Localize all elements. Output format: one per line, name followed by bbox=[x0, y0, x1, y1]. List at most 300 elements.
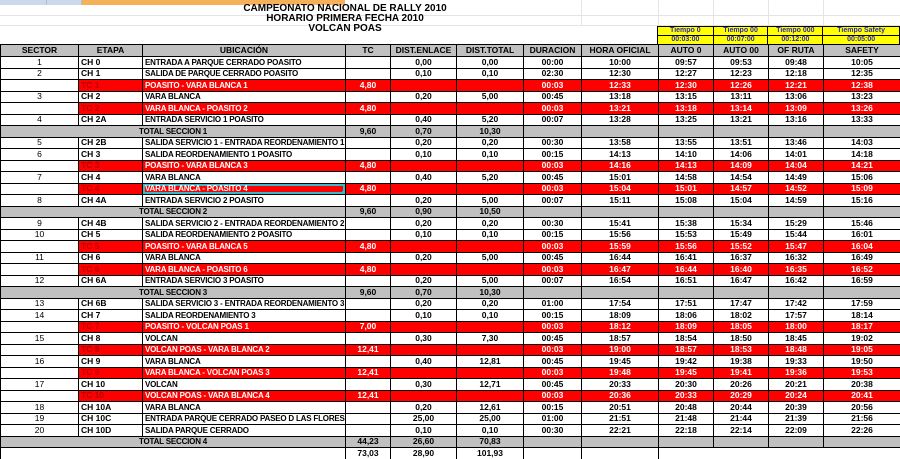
table-cell[interactable]: 15:01 bbox=[659, 183, 714, 195]
table-cell[interactable] bbox=[391, 183, 457, 195]
table-cell[interactable]: 00:03 bbox=[524, 264, 582, 276]
table-cell[interactable]: CH 6A bbox=[79, 275, 143, 287]
section-total-value[interactable]: 28,90 bbox=[391, 448, 457, 459]
table-cell[interactable] bbox=[769, 436, 824, 448]
table-cell[interactable] bbox=[457, 183, 524, 195]
table-cell[interactable]: TC 9 bbox=[79, 367, 143, 379]
table-cell[interactable]: 00:45 bbox=[524, 252, 582, 264]
section-total-label[interactable]: TOTAL SECCION 1 bbox=[1, 126, 346, 138]
table-cell[interactable]: 15 bbox=[1, 333, 79, 345]
table-cell[interactable]: 19:41 bbox=[714, 367, 769, 379]
sheet-title-line1[interactable]: CAMPEONATO NACIONAL DE RALLY 2010 bbox=[243, 3, 447, 14]
table-cell[interactable]: CH 3 bbox=[79, 149, 143, 161]
table-cell[interactable]: 15:16 bbox=[824, 195, 900, 207]
table-cell[interactable]: 14:52 bbox=[769, 183, 824, 195]
section-total-value[interactable]: 10,30 bbox=[457, 287, 524, 299]
table-cell[interactable]: 18:14 bbox=[824, 310, 900, 322]
table-cell[interactable]: 00:03 bbox=[524, 241, 582, 253]
table-cell[interactable]: 19:50 bbox=[824, 356, 900, 368]
column-header-safety[interactable]: SAFETY bbox=[824, 45, 900, 57]
table-cell[interactable]: 15:47 bbox=[769, 241, 824, 253]
table-cell[interactable]: 14:54 bbox=[714, 172, 769, 184]
table-cell[interactable]: 0,10 bbox=[391, 229, 457, 241]
table-cell[interactable] bbox=[457, 103, 524, 115]
table-cell[interactable]: 19:00 bbox=[582, 344, 659, 356]
table-cell[interactable]: VARA BLANCA - VOLCAN POAS 3 bbox=[143, 367, 346, 379]
table-cell[interactable]: 16:52 bbox=[824, 264, 900, 276]
table-cell[interactable]: TC 7 bbox=[79, 321, 143, 333]
table-cell[interactable]: 0,10 bbox=[391, 425, 457, 437]
section-total-label[interactable]: TOTAL SECCION 3 bbox=[1, 287, 346, 299]
table-cell[interactable]: 18:05 bbox=[714, 321, 769, 333]
table-cell[interactable]: SALIDA REORDENAMIENTO 1 POASITO bbox=[143, 149, 346, 161]
table-cell[interactable] bbox=[391, 103, 457, 115]
table-cell[interactable]: 15:06 bbox=[824, 172, 900, 184]
table-cell[interactable]: CH 2 bbox=[79, 91, 143, 103]
table-cell[interactable] bbox=[824, 287, 900, 299]
table-cell[interactable]: 14:09 bbox=[714, 160, 769, 172]
table-cell[interactable]: 14:01 bbox=[769, 149, 824, 161]
table-cell[interactable]: 14:49 bbox=[769, 172, 824, 184]
table-cell[interactable] bbox=[582, 206, 659, 218]
table-cell[interactable]: 0,40 bbox=[391, 114, 457, 126]
table-cell[interactable]: 18:57 bbox=[582, 333, 659, 345]
table-cell[interactable]: 16:42 bbox=[769, 275, 824, 287]
time-offset-label-cell[interactable]: Tiempo 0 bbox=[658, 27, 714, 36]
table-cell[interactable]: 15:04 bbox=[582, 183, 659, 195]
table-cell[interactable]: 0,10 bbox=[391, 310, 457, 322]
table-cell[interactable]: 5,00 bbox=[457, 91, 524, 103]
table-cell[interactable] bbox=[1, 183, 79, 195]
table-cell[interactable]: 00:45 bbox=[524, 333, 582, 345]
table-cell[interactable]: TC 6 bbox=[79, 264, 143, 276]
table-cell[interactable]: 0,40 bbox=[391, 172, 457, 184]
table-cell[interactable]: 9 bbox=[1, 218, 79, 230]
table-cell[interactable] bbox=[714, 436, 769, 448]
table-cell[interactable]: 18:09 bbox=[582, 310, 659, 322]
table-cell[interactable]: 2 bbox=[1, 68, 79, 80]
table-cell[interactable]: 00:45 bbox=[524, 91, 582, 103]
table-cell[interactable]: 16:44 bbox=[659, 264, 714, 276]
table-cell[interactable]: CH 2B bbox=[79, 137, 143, 149]
table-cell[interactable]: 0,20 bbox=[391, 137, 457, 149]
section-total-value[interactable]: 10,30 bbox=[457, 126, 524, 138]
table-cell[interactable]: 0,20 bbox=[457, 298, 524, 310]
table-cell[interactable]: 15:41 bbox=[582, 218, 659, 230]
table-cell[interactable]: 14:10 bbox=[659, 149, 714, 161]
table-cell[interactable] bbox=[714, 126, 769, 138]
table-cell[interactable]: 7,00 bbox=[346, 321, 391, 333]
table-cell[interactable]: 4,80 bbox=[346, 103, 391, 115]
table-cell[interactable]: VOLCAN bbox=[143, 379, 346, 391]
sheet-title-line3[interactable]: VOLCAN POAS bbox=[308, 23, 382, 34]
table-cell[interactable]: 12,81 bbox=[457, 356, 524, 368]
table-cell[interactable] bbox=[582, 287, 659, 299]
table-cell[interactable]: 18:12 bbox=[582, 321, 659, 333]
table-cell[interactable] bbox=[769, 126, 824, 138]
table-cell[interactable]: 18:02 bbox=[714, 310, 769, 322]
table-cell[interactable]: 14:58 bbox=[659, 172, 714, 184]
table-cell[interactable]: 20:21 bbox=[769, 379, 824, 391]
table-cell[interactable] bbox=[346, 114, 391, 126]
table-cell[interactable]: SALIDA REORDENAMIENTO 2 POASITO bbox=[143, 229, 346, 241]
table-cell[interactable]: 18 bbox=[1, 402, 79, 414]
table-cell[interactable]: POASITO - VOLCAN POAS 1 bbox=[143, 321, 346, 333]
table-cell[interactable]: 0,40 bbox=[391, 356, 457, 368]
column-header-etapa[interactable]: ETAPA bbox=[79, 45, 143, 57]
table-cell[interactable] bbox=[346, 425, 391, 437]
table-cell[interactable]: 20:44 bbox=[714, 402, 769, 414]
table-cell[interactable] bbox=[391, 241, 457, 253]
table-cell[interactable]: 13:33 bbox=[824, 114, 900, 126]
table-cell[interactable]: 10:00 bbox=[582, 57, 659, 69]
table-cell[interactable]: CH 10 bbox=[79, 379, 143, 391]
table-cell[interactable] bbox=[346, 298, 391, 310]
table-cell[interactable]: 4,80 bbox=[346, 160, 391, 172]
table-cell[interactable]: 0,00 bbox=[457, 57, 524, 69]
table-cell[interactable]: 20:41 bbox=[824, 390, 900, 402]
column-header-tc[interactable]: TC bbox=[346, 45, 391, 57]
table-cell[interactable]: 13:28 bbox=[582, 114, 659, 126]
table-cell[interactable]: 13:06 bbox=[769, 91, 824, 103]
table-cell[interactable] bbox=[346, 379, 391, 391]
table-cell[interactable] bbox=[346, 356, 391, 368]
table-cell[interactable] bbox=[659, 206, 714, 218]
table-cell[interactable]: 17:54 bbox=[582, 298, 659, 310]
column-header-auto0[interactable]: AUTO 0 bbox=[659, 45, 714, 57]
table-cell[interactable]: CH 0 bbox=[79, 57, 143, 69]
table-cell[interactable] bbox=[769, 287, 824, 299]
table-cell[interactable]: 0,10 bbox=[391, 149, 457, 161]
table-cell[interactable]: 0,30 bbox=[391, 333, 457, 345]
table-cell[interactable]: TC 5 bbox=[79, 241, 143, 253]
table-cell[interactable]: 19:02 bbox=[824, 333, 900, 345]
table-cell[interactable] bbox=[346, 91, 391, 103]
table-cell[interactable]: 14:04 bbox=[769, 160, 824, 172]
table-cell[interactable]: 5,00 bbox=[457, 275, 524, 287]
time-offset-value-cell[interactable]: 00:05:00 bbox=[823, 36, 900, 45]
section-total-label[interactable]: TOTAL SECCION 4 bbox=[1, 436, 346, 448]
table-cell[interactable] bbox=[346, 310, 391, 322]
table-cell[interactable]: 15:11 bbox=[582, 195, 659, 207]
table-cell[interactable]: 15:34 bbox=[714, 218, 769, 230]
table-cell[interactable]: 01:00 bbox=[524, 413, 582, 425]
table-cell[interactable]: CH 6B bbox=[79, 298, 143, 310]
table-cell[interactable]: CH 4 bbox=[79, 172, 143, 184]
table-cell[interactable]: 4,80 bbox=[346, 80, 391, 92]
table-cell[interactable] bbox=[1, 160, 79, 172]
table-cell[interactable]: VOLCAN POAS - VARA BLANCA 2 bbox=[143, 344, 346, 356]
table-cell[interactable]: SALIDA DE PARQUE CERRADO POASITO bbox=[143, 68, 346, 80]
table-cell[interactable] bbox=[1, 321, 79, 333]
table-cell[interactable]: 18:50 bbox=[714, 333, 769, 345]
table-cell[interactable]: 00:03 bbox=[524, 344, 582, 356]
table-cell[interactable] bbox=[391, 160, 457, 172]
time-offset-label-cell[interactable]: Tiempo 000 bbox=[768, 27, 823, 36]
table-cell[interactable] bbox=[346, 149, 391, 161]
table-cell[interactable]: 16:41 bbox=[659, 252, 714, 264]
table-cell[interactable]: 13:21 bbox=[714, 114, 769, 126]
table-cell[interactable]: 12,71 bbox=[457, 379, 524, 391]
section-total-value[interactable]: 9,60 bbox=[346, 206, 391, 218]
table-cell[interactable]: 18:57 bbox=[659, 344, 714, 356]
table-cell[interactable]: 14:18 bbox=[824, 149, 900, 161]
table-cell[interactable] bbox=[391, 80, 457, 92]
table-cell[interactable] bbox=[391, 344, 457, 356]
table-cell[interactable]: 20:48 bbox=[659, 402, 714, 414]
table-cell[interactable]: 13:46 bbox=[769, 137, 824, 149]
table-cell[interactable]: 00:03 bbox=[524, 80, 582, 92]
table-cell[interactable]: 19:33 bbox=[769, 356, 824, 368]
table-cell[interactable]: 5 bbox=[1, 137, 79, 149]
table-cell[interactable] bbox=[1, 344, 79, 356]
table-cell[interactable]: 14:16 bbox=[582, 160, 659, 172]
table-cell[interactable]: VARA BLANCA - POASITO 6 bbox=[143, 264, 346, 276]
table-cell[interactable] bbox=[524, 287, 582, 299]
section-total-value[interactable]: 44,23 bbox=[346, 436, 391, 448]
table-cell[interactable]: SALIDA REORDENAMIENTO 3 bbox=[143, 310, 346, 322]
table-cell[interactable]: 17:42 bbox=[769, 298, 824, 310]
column-header-auto00[interactable]: AUTO 00 bbox=[714, 45, 769, 57]
table-cell[interactable] bbox=[824, 436, 900, 448]
section-total-value[interactable]: 0,90 bbox=[391, 206, 457, 218]
table-cell[interactable] bbox=[346, 275, 391, 287]
table-cell[interactable]: 20:51 bbox=[582, 402, 659, 414]
table-cell[interactable] bbox=[1, 264, 79, 276]
table-cell[interactable]: 16:59 bbox=[824, 275, 900, 287]
table-cell[interactable] bbox=[524, 436, 582, 448]
section-total-value[interactable]: 0,70 bbox=[391, 287, 457, 299]
section-total-value[interactable]: 70,83 bbox=[457, 436, 524, 448]
table-cell[interactable]: 0,20 bbox=[391, 252, 457, 264]
table-cell[interactable]: 15:59 bbox=[582, 241, 659, 253]
table-cell[interactable]: 15:01 bbox=[582, 172, 659, 184]
table-cell[interactable]: 00:15 bbox=[524, 402, 582, 414]
table-cell[interactable]: VARA BLANCA bbox=[143, 356, 346, 368]
table-cell[interactable]: 12:35 bbox=[824, 68, 900, 80]
table-cell[interactable] bbox=[659, 436, 714, 448]
time-offset-value-cell[interactable]: 00:12:00 bbox=[768, 36, 823, 45]
table-cell[interactable]: 13:18 bbox=[659, 103, 714, 115]
selected-cell[interactable]: VARA BLANCA - POASITO 4 bbox=[143, 183, 346, 195]
table-cell[interactable]: 13:16 bbox=[769, 114, 824, 126]
table-cell[interactable]: 20:30 bbox=[659, 379, 714, 391]
table-cell[interactable] bbox=[391, 264, 457, 276]
table-cell[interactable]: 19:48 bbox=[582, 367, 659, 379]
table-cell[interactable]: 00:45 bbox=[524, 356, 582, 368]
table-cell[interactable]: 7,30 bbox=[457, 333, 524, 345]
table-cell[interactable]: 0,10 bbox=[457, 68, 524, 80]
table-cell[interactable]: 20:24 bbox=[769, 390, 824, 402]
table-cell[interactable] bbox=[582, 126, 659, 138]
table-cell[interactable]: 12,41 bbox=[346, 344, 391, 356]
table-cell[interactable]: 13:18 bbox=[582, 91, 659, 103]
table-cell[interactable]: 15:29 bbox=[769, 218, 824, 230]
table-cell[interactable]: 00:03 bbox=[524, 367, 582, 379]
table-cell[interactable] bbox=[391, 321, 457, 333]
column-header-duracion[interactable]: DURACION bbox=[524, 45, 582, 57]
table-cell[interactable]: VARA BLANCA bbox=[143, 91, 346, 103]
table-cell[interactable]: 13:09 bbox=[769, 103, 824, 115]
table-cell[interactable]: 21:39 bbox=[769, 413, 824, 425]
table-cell[interactable]: 13:23 bbox=[824, 91, 900, 103]
table-cell[interactable]: 0,20 bbox=[391, 91, 457, 103]
table-cell[interactable]: 00:03 bbox=[524, 321, 582, 333]
table-cell[interactable]: 13:55 bbox=[659, 137, 714, 149]
table-cell[interactable]: 12:38 bbox=[824, 80, 900, 92]
table-cell[interactable]: POASITO - VARA BLANCA 3 bbox=[143, 160, 346, 172]
table-cell[interactable]: 20:26 bbox=[714, 379, 769, 391]
table-cell[interactable]: CH 7 bbox=[79, 310, 143, 322]
table-cell[interactable]: 20:36 bbox=[582, 390, 659, 402]
table-cell[interactable]: VOLCAN bbox=[143, 333, 346, 345]
table-cell[interactable]: CH 5 bbox=[79, 229, 143, 241]
table-cell[interactable]: 17:51 bbox=[659, 298, 714, 310]
table-cell[interactable]: 21:56 bbox=[824, 413, 900, 425]
table-cell[interactable]: 25,00 bbox=[457, 413, 524, 425]
table-cell[interactable]: 09:48 bbox=[769, 57, 824, 69]
table-cell[interactable] bbox=[391, 390, 457, 402]
table-cell[interactable]: 10 bbox=[1, 229, 79, 241]
table-cell[interactable]: 0,20 bbox=[457, 218, 524, 230]
table-cell[interactable] bbox=[824, 206, 900, 218]
table-cell[interactable]: 25,00 bbox=[391, 413, 457, 425]
table-cell[interactable]: CH 6 bbox=[79, 252, 143, 264]
table-cell[interactable]: 17:57 bbox=[769, 310, 824, 322]
table-cell[interactable] bbox=[457, 321, 524, 333]
table-cell[interactable]: 22:09 bbox=[769, 425, 824, 437]
table-cell[interactable]: 21:48 bbox=[659, 413, 714, 425]
table-cell[interactable]: 5,00 bbox=[457, 195, 524, 207]
table-cell[interactable]: SALIDA PARQUE CERRADO bbox=[143, 425, 346, 437]
table-cell[interactable]: 18:45 bbox=[769, 333, 824, 345]
table-cell[interactable]: POASITO - VARA BLANCA 5 bbox=[143, 241, 346, 253]
table-cell[interactable]: ENTRADA SERVICIO 2 POASITO bbox=[143, 195, 346, 207]
table-cell[interactable]: 02:30 bbox=[524, 68, 582, 80]
table-cell[interactable] bbox=[346, 218, 391, 230]
table-cell[interactable] bbox=[1, 103, 79, 115]
table-cell[interactable]: 17:59 bbox=[824, 298, 900, 310]
table-cell[interactable]: 12:27 bbox=[659, 68, 714, 80]
table-cell[interactable]: 13:21 bbox=[582, 103, 659, 115]
table-cell[interactable]: 13:14 bbox=[714, 103, 769, 115]
table-cell[interactable]: 11 bbox=[1, 252, 79, 264]
table-cell[interactable]: 19:42 bbox=[659, 356, 714, 368]
table-cell[interactable]: SALIDA SERVICIO 3 - ENTRADA REORDENAMIENTO 3 bbox=[143, 298, 346, 310]
table-cell[interactable]: 14:13 bbox=[582, 149, 659, 161]
table-cell[interactable]: 20:33 bbox=[582, 379, 659, 391]
table-cell[interactable]: 22:21 bbox=[582, 425, 659, 437]
table-cell[interactable]: 17:47 bbox=[714, 298, 769, 310]
table-cell[interactable] bbox=[1, 241, 79, 253]
table-cell[interactable]: 12:26 bbox=[714, 80, 769, 92]
table-cell[interactable]: CH 10D bbox=[79, 425, 143, 437]
table-cell[interactable]: VARA BLANCA - POASITO 2 bbox=[143, 103, 346, 115]
sheet-title-line2[interactable]: HORARIO PRIMERA FECHA 2010 bbox=[266, 13, 424, 24]
table-cell[interactable]: 09:53 bbox=[714, 57, 769, 69]
section-total-value[interactable]: 9,60 bbox=[346, 126, 391, 138]
column-header-of-ruta[interactable]: OF RUTA bbox=[769, 45, 824, 57]
table-cell[interactable]: 20:56 bbox=[824, 402, 900, 414]
table-cell[interactable]: SALIDA SERVICIO 2 - ENTRADA REORDENAMIENTO 2 bbox=[143, 218, 346, 230]
table-cell[interactable]: 00:45 bbox=[524, 172, 582, 184]
table-cell[interactable]: 09:57 bbox=[659, 57, 714, 69]
table-cell[interactable]: 16:51 bbox=[659, 275, 714, 287]
table-cell[interactable]: 12:23 bbox=[714, 68, 769, 80]
table-cell[interactable]: 19:38 bbox=[714, 356, 769, 368]
table-cell[interactable]: 00:03 bbox=[524, 390, 582, 402]
table-cell[interactable]: SALIDA SERVICIO 1 - ENTRADA REORDENAMIENTO 1 bbox=[143, 137, 346, 149]
table-cell[interactable]: 18:09 bbox=[659, 321, 714, 333]
table-cell[interactable]: 00:15 bbox=[524, 229, 582, 241]
table-cell[interactable]: 15:52 bbox=[714, 241, 769, 253]
table-cell[interactable]: 10:05 bbox=[824, 57, 900, 69]
section-total-value[interactable]: 10,50 bbox=[457, 206, 524, 218]
table-cell[interactable] bbox=[457, 344, 524, 356]
table-cell[interactable]: 16:01 bbox=[824, 229, 900, 241]
table-cell[interactable]: CH 10A bbox=[79, 402, 143, 414]
table-cell[interactable] bbox=[714, 287, 769, 299]
table-cell[interactable]: TC 2 bbox=[79, 103, 143, 115]
table-cell[interactable] bbox=[346, 68, 391, 80]
table-cell[interactable]: 16:37 bbox=[714, 252, 769, 264]
table-cell[interactable]: VARA BLANCA bbox=[143, 402, 346, 414]
table-cell[interactable]: 4 bbox=[1, 114, 79, 126]
table-cell[interactable]: 16:04 bbox=[824, 241, 900, 253]
table-cell[interactable]: 20:33 bbox=[659, 390, 714, 402]
column-header-dist-enlace[interactable]: DIST.ENLACE bbox=[391, 45, 457, 57]
time-offset-value-cell[interactable]: 00:03:00 bbox=[658, 36, 714, 45]
table-cell[interactable]: 18:53 bbox=[714, 344, 769, 356]
table-cell[interactable]: 12,61 bbox=[457, 402, 524, 414]
column-header-ubicacion[interactable]: UBICACIÓN bbox=[143, 45, 346, 57]
table-cell[interactable]: 15:49 bbox=[714, 229, 769, 241]
table-cell[interactable]: 18:17 bbox=[824, 321, 900, 333]
table-cell[interactable]: POASITO - VARA BLANCA 1 bbox=[143, 80, 346, 92]
time-offset-label-cell[interactable]: Tiempo Safety bbox=[823, 27, 900, 36]
table-cell[interactable]: 19:53 bbox=[824, 367, 900, 379]
table-cell[interactable] bbox=[769, 206, 824, 218]
table-cell[interactable]: 00:30 bbox=[524, 218, 582, 230]
table-cell[interactable]: 12,41 bbox=[346, 390, 391, 402]
table-cell[interactable]: 16:32 bbox=[769, 252, 824, 264]
table-cell[interactable]: 13:11 bbox=[714, 91, 769, 103]
table-cell[interactable]: 19 bbox=[1, 413, 79, 425]
column-header-sector[interactable]: SECTOR bbox=[1, 45, 79, 57]
table-cell[interactable]: 14:06 bbox=[714, 149, 769, 161]
table-cell[interactable]: 12:30 bbox=[582, 68, 659, 80]
table-cell[interactable]: 15:44 bbox=[769, 229, 824, 241]
table-cell[interactable] bbox=[1, 390, 79, 402]
table-cell[interactable]: 18:06 bbox=[659, 310, 714, 322]
table-cell[interactable]: 6 bbox=[1, 149, 79, 161]
table-cell[interactable]: 16:47 bbox=[714, 275, 769, 287]
table-cell[interactable] bbox=[582, 448, 659, 459]
table-cell[interactable]: 21:51 bbox=[582, 413, 659, 425]
table-cell[interactable]: 7 bbox=[1, 172, 79, 184]
table-cell[interactable] bbox=[824, 126, 900, 138]
section-total-value[interactable]: 0,70 bbox=[391, 126, 457, 138]
table-cell[interactable]: 16:35 bbox=[769, 264, 824, 276]
table-cell[interactable]: 12 bbox=[1, 275, 79, 287]
section-total-value[interactable]: 101,93 bbox=[457, 448, 524, 459]
table-cell[interactable]: 20:38 bbox=[824, 379, 900, 391]
table-cell[interactable]: ENTRADA PARQUE CERRADO PASEO D LAS FLORES bbox=[143, 413, 346, 425]
table-cell[interactable] bbox=[524, 206, 582, 218]
table-cell[interactable]: 00:45 bbox=[524, 379, 582, 391]
table-cell[interactable]: 0,20 bbox=[391, 195, 457, 207]
table-cell[interactable]: 12:18 bbox=[769, 68, 824, 80]
